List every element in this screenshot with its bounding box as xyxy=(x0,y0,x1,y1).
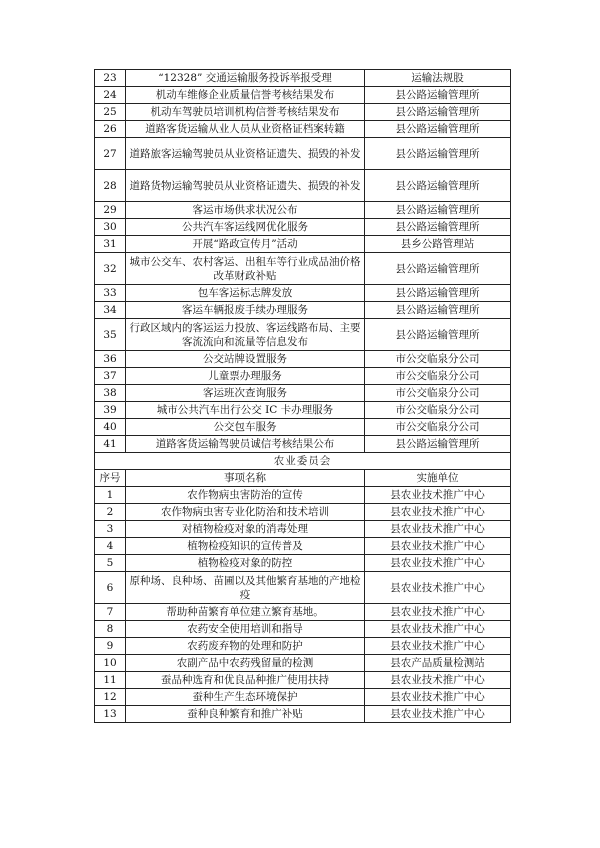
row-unit: 县农业技术推广中心 xyxy=(365,672,511,689)
table-row xyxy=(95,706,511,723)
row-item: 儿童票办理服务 xyxy=(126,368,365,385)
row-unit: 市公交临泉分公司 xyxy=(365,351,511,368)
row-number: 8 xyxy=(95,621,126,638)
row-unit: 市公交临泉分公司 xyxy=(365,419,511,436)
row-item: 蚕种良种繁育和推广补贴 xyxy=(126,706,365,723)
table-row xyxy=(95,385,511,402)
table-row xyxy=(95,419,511,436)
row-number: 31 xyxy=(95,236,126,253)
header-unit: 实施单位 xyxy=(365,470,511,487)
row-item: 帮助种苗繁育单位建立繁育基地。 xyxy=(126,604,365,621)
table-row xyxy=(95,487,511,504)
table-row xyxy=(95,655,511,672)
row-item: 客运车辆报废手续办理服务 xyxy=(126,302,365,319)
row-item: 机动车维修企业质量信誉考核结果发布 xyxy=(126,87,365,104)
row-item: 蚕种生产生态环境保护 xyxy=(126,689,365,706)
row-number: 40 xyxy=(95,419,126,436)
row-number: 26 xyxy=(95,121,126,138)
row-number: 9 xyxy=(95,638,126,655)
row-number: 1 xyxy=(95,487,126,504)
row-unit: 市公交临泉分公司 xyxy=(365,368,511,385)
table-row xyxy=(95,302,511,319)
row-unit: 县农业技术推广中心 xyxy=(365,555,511,572)
row-item: 农副产品中农药残留量的检测 xyxy=(126,655,365,672)
row-item: 农药废弃物的处理和防护 xyxy=(126,638,365,655)
row-item: “12328” 交通运输服务投诉举报受理 xyxy=(126,70,365,87)
row-number: 3 xyxy=(95,521,126,538)
row-unit: 县公路运输管理所 xyxy=(365,104,511,121)
table-row xyxy=(95,538,511,555)
table-row xyxy=(95,70,511,87)
row-unit: 县公路运输管理所 xyxy=(365,302,511,319)
row-number: 4 xyxy=(95,538,126,555)
row-unit: 市公交临泉分公司 xyxy=(365,385,511,402)
row-number: 37 xyxy=(95,368,126,385)
row-item: 机动车驾驶员培训机构信誉考核结果发布 xyxy=(126,104,365,121)
row-number: 33 xyxy=(95,285,126,302)
row-number: 39 xyxy=(95,402,126,419)
row-unit: 县农业技术推广中心 xyxy=(365,504,511,521)
table-row xyxy=(95,555,511,572)
row-unit: 县公路运输管理所 xyxy=(365,253,511,285)
row-unit: 县公路运输管理所 xyxy=(365,219,511,236)
row-unit: 县公路运输管理所 xyxy=(365,436,511,453)
row-unit: 县农产品质量检测站 xyxy=(365,655,511,672)
row-item: 客运班次查询服务 xyxy=(126,385,365,402)
row-item: 包车客运标志牌发放 xyxy=(126,285,365,302)
table-row xyxy=(95,368,511,385)
row-number: 25 xyxy=(95,104,126,121)
row-number: 12 xyxy=(95,689,126,706)
row-number: 23 xyxy=(95,70,126,87)
row-item: 农作物病虫害防治的宣传 xyxy=(126,487,365,504)
row-item: 植物检疫对象的防控 xyxy=(126,555,365,572)
header-no: 序号 xyxy=(95,470,126,487)
section-title-row xyxy=(95,453,511,470)
agriculture-rows xyxy=(95,487,511,723)
row-item: 道路货物运输驾驶员从业资格证遗失、损毁的补发 xyxy=(126,170,365,202)
row-number: 38 xyxy=(95,385,126,402)
row-item: 道路旅客运输驾驶员从业资格证遗失、损毁的补发 xyxy=(126,138,365,170)
row-unit: 县公路运输管理所 xyxy=(365,285,511,302)
table-row xyxy=(95,253,511,285)
row-number: 28 xyxy=(95,170,126,202)
table-row xyxy=(95,87,511,104)
table-row xyxy=(95,319,511,351)
row-item: 农药安全使用培训和指导 xyxy=(126,621,365,638)
row-unit: 县公路运输管理所 xyxy=(365,121,511,138)
row-unit: 县农业技术推广中心 xyxy=(365,706,511,723)
table-row xyxy=(95,504,511,521)
row-item: 开展“路政宣传月”活动 xyxy=(126,236,365,253)
service-table xyxy=(94,69,511,723)
table-row xyxy=(95,672,511,689)
row-item: 客运市场供求状况公布 xyxy=(126,202,365,219)
table-row xyxy=(95,521,511,538)
row-item: 植物检疫知识的宣传普及 xyxy=(126,538,365,555)
row-item: 原种场、良种场、苗圃以及其他繁育基地的产地检疫 xyxy=(126,572,365,604)
table-row xyxy=(95,351,511,368)
row-number: 2 xyxy=(95,504,126,521)
row-number: 6 xyxy=(95,572,126,604)
table-row xyxy=(95,219,511,236)
row-number: 34 xyxy=(95,302,126,319)
header-row xyxy=(95,470,511,487)
row-item: 蚕品种选育和优良品种推广使用扶持 xyxy=(126,672,365,689)
table-row xyxy=(95,104,511,121)
row-number: 35 xyxy=(95,319,126,351)
row-number: 13 xyxy=(95,706,126,723)
table-row xyxy=(95,202,511,219)
row-unit: 县农业技术推广中心 xyxy=(365,689,511,706)
table-row xyxy=(95,138,511,170)
table-row xyxy=(95,236,511,253)
row-number: 11 xyxy=(95,672,126,689)
row-unit: 县公路运输管理所 xyxy=(365,87,511,104)
table-row xyxy=(95,121,511,138)
row-number: 27 xyxy=(95,138,126,170)
table-row xyxy=(95,285,511,302)
row-unit: 县公路运输管理所 xyxy=(365,202,511,219)
row-item: 城市公交车、农村客运、出租车等行业成品油价格改革财政补贴 xyxy=(126,253,365,285)
row-unit: 县农业技术推广中心 xyxy=(365,572,511,604)
row-number: 32 xyxy=(95,253,126,285)
row-unit: 县农业技术推广中心 xyxy=(365,638,511,655)
header-item: 事项名称 xyxy=(126,470,365,487)
row-unit: 县公路运输管理所 xyxy=(365,319,511,351)
table-row xyxy=(95,572,511,604)
row-number: 24 xyxy=(95,87,126,104)
table-row xyxy=(95,621,511,638)
row-number: 29 xyxy=(95,202,126,219)
row-number: 41 xyxy=(95,436,126,453)
row-unit: 运输法规股 xyxy=(365,70,511,87)
row-item: 城市公共汽车出行公交 IC 卡办理服务 xyxy=(126,402,365,419)
row-item: 农作物病虫害专业化防治和技术培训 xyxy=(126,504,365,521)
row-item: 公交站牌设置服务 xyxy=(126,351,365,368)
row-unit: 县农业技术推广中心 xyxy=(365,538,511,555)
row-item: 公共汽车客运线网优化服务 xyxy=(126,219,365,236)
row-unit: 县农业技术推广中心 xyxy=(365,487,511,504)
row-item: 行政区域内的客运运力投放、客运线路布局、主要客流流向和流量等信息发布 xyxy=(126,319,365,351)
row-number: 10 xyxy=(95,655,126,672)
row-unit: 县乡公路管理站 xyxy=(365,236,511,253)
row-unit: 县农业技术推广中心 xyxy=(365,604,511,621)
row-number: 5 xyxy=(95,555,126,572)
row-item: 道路客货运输驾驶员诚信考核结果公布 xyxy=(126,436,365,453)
table-row xyxy=(95,436,511,453)
table-row xyxy=(95,638,511,655)
table-row xyxy=(95,689,511,706)
section-title: 农业委员会 xyxy=(95,453,511,470)
row-number: 30 xyxy=(95,219,126,236)
table-row xyxy=(95,402,511,419)
row-unit: 县农业技术推广中心 xyxy=(365,521,511,538)
row-unit: 县公路运输管理所 xyxy=(365,170,511,202)
row-unit: 市公交临泉分公司 xyxy=(365,402,511,419)
table-row xyxy=(95,170,511,202)
table-row xyxy=(95,604,511,621)
row-item: 道路客货运输从业人员从业资格证档案转籍 xyxy=(126,121,365,138)
row-item: 公交包车服务 xyxy=(126,419,365,436)
row-number: 36 xyxy=(95,351,126,368)
row-number: 7 xyxy=(95,604,126,621)
row-unit: 县公路运输管理所 xyxy=(365,138,511,170)
row-unit: 县农业技术推广中心 xyxy=(365,621,511,638)
row-item: 对植物检疫对象的消毒处理 xyxy=(126,521,365,538)
transport-rows xyxy=(95,70,511,453)
